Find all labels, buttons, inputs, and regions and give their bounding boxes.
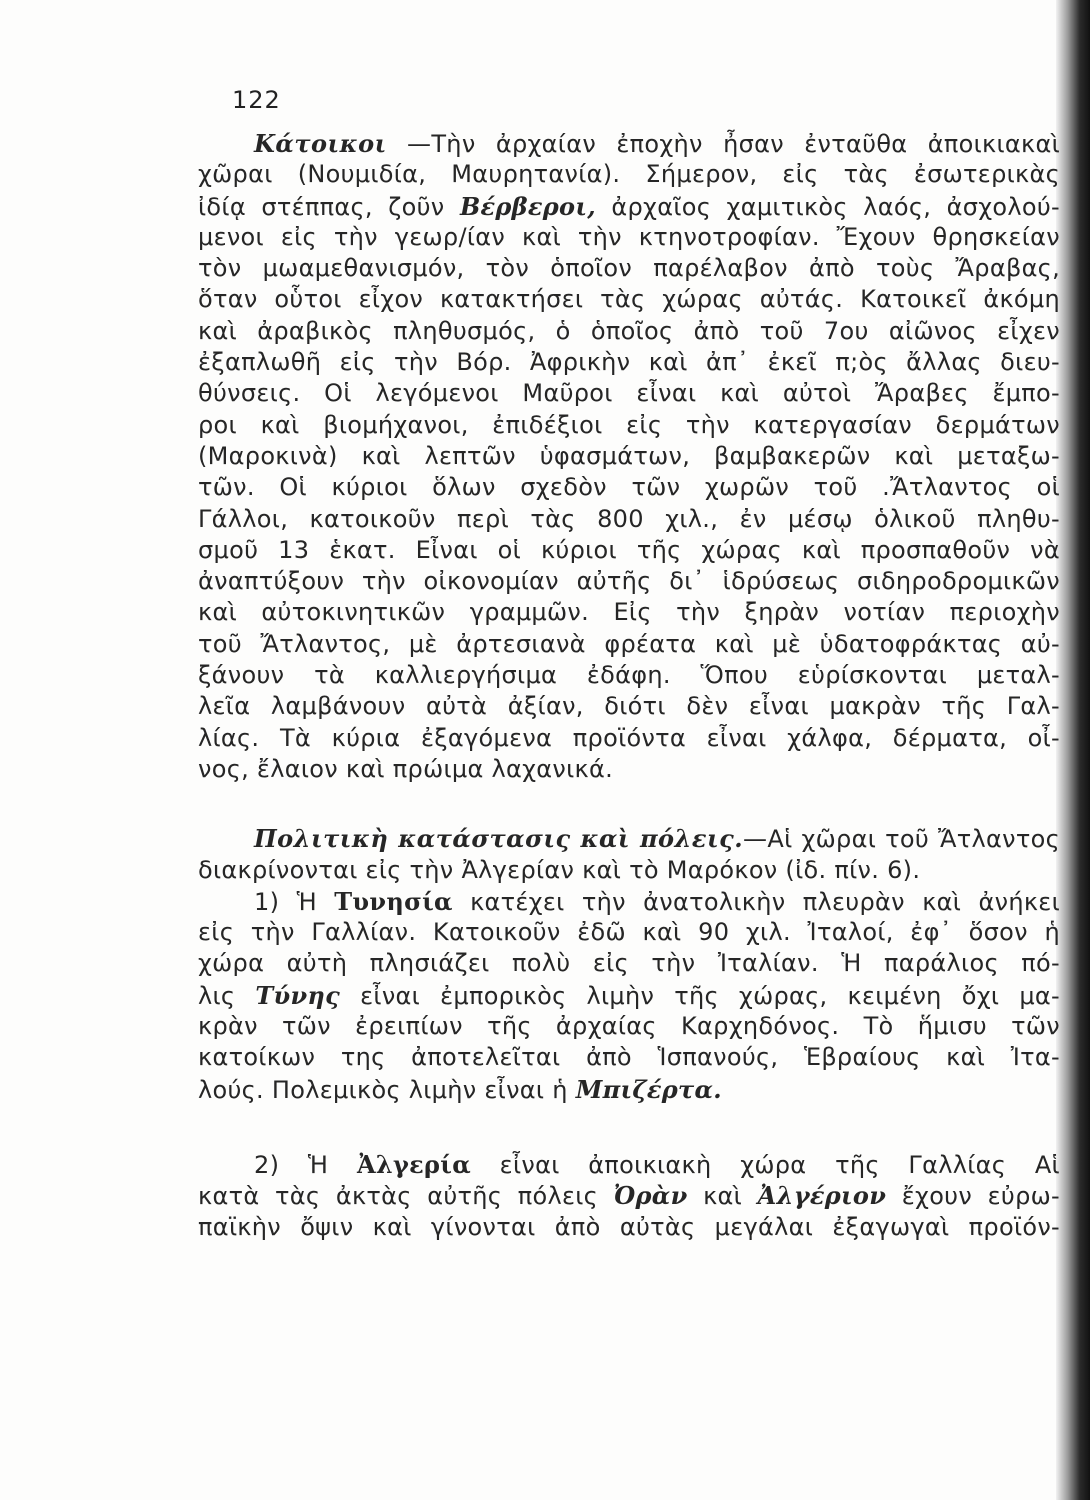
page-text [198,128,1060,1243]
text-line: ξάνουν τὰ καλλιεργήσιμα ἐδάφη. Ὅπου εὑρίσκονται μεταλ- [198,661,1060,690]
text-line: ροι καὶ βιομήχανοι, ἐπιδέξιοι εἰς τὴν κατεργασίαν δερμάτων [198,410,1060,439]
text-line: χῶραι (Νουμιδία, Μαυρητανία). Σήμερον, εἰς τὰς ἐσωτερικὰς [198,160,1060,189]
text-line: εἰς τὴν Γαλλίαν. Κατοικοῦν ἐδῶ καὶ 90 χιλ. Ἰταλοί, ἐφ᾿ ὅσον ἡ [198,918,1060,947]
term-bizerta: Μπιζέρτα. [575,1074,722,1104]
text-line: λίας. Τὰ κύρια ἐξαγόμενα προϊόντα εἶναι χάλφα, δέρματα, οἶ- [198,723,1060,752]
text-line: ὅταν οὗτοι εἶχον κατακτήσει τὰς χώρας αὐτάς. Κατοικεῖ ἀκόμη [198,285,1060,314]
text-line: κατὰ τὰς ἀκτὰς αὐτῆς πόλεις Ὀρὰν καὶ Ἀλγέριον ἔχουν εὐρω- [198,1181,1060,1211]
text-line: ἐξαπλωθῆ εἰς τὴν Βόρ. Ἀφρικὴν καὶ ἀπ᾿ ἐκεῖ π;ὸς ἄλλας διευ- [198,348,1060,377]
text-line: 2) Ἡ Ἀλγερία εἶναι ἀποικιακὴ χώρα τῆς Γαλλίας Αἱ [254,1149,1060,1179]
text-line: μενοι εἰς τὴν γεωρ/ίαν καὶ τὴν κτηνοτροφίαν. Ἔχουν θρησκείαν [198,222,1060,251]
text-line: διακρίνονται εἰς τὴν Ἀλγερίαν καὶ τὸ Μαρόκον (ἰδ. πίν. 6). [198,855,921,884]
section-heading-politiki: Πολιτικὴ κατάστασις καὶ πόλεις. [254,824,744,854]
text-line: λις Τύνης εἶναι ἐμπορικὸς λιμὴν τῆς χώρας, κειμένη ὄχι μα- [198,980,1060,1010]
text-line: καὶ αὐτοκινητικῶν γραμμῶν. Εἰς τὴν ξηρὰν νοτίαν περιοχὴν [198,598,1060,627]
section-heading-katoikoi: Κάτοικοι [254,129,387,158]
term-berberoi: Βέρβεροι, [459,191,596,221]
text-line: τῶν. Οἱ κύριοι ὅλων σχεδὸν τῶν χωρῶν τοῦ .Ἄτλαντος οἱ [198,473,1060,502]
paragraph-politiki [198,823,1060,886]
text-line: νος, ἔλαιον καὶ πρώιμα λαχανικά. [198,754,614,783]
text-line: Κάτοικοι —Τὴν ἀρχαίαν ἐποχὴν ἦσαν ἐνταῦθα ἀποικιακαὶ [254,129,1060,158]
text-line: ἀναπτύξουν τὴν οἰκονομίαν αὐτῆς δι᾿ ἱδρύσεως σιδηροδρομικῶν [198,567,1060,596]
text-line: 1) Ἡ Τυνησία κατέχει τὴν ἀνατολικὴν πλευρὰν καὶ ἀνήκει [254,886,1060,916]
text-line: παϊκὴν ὄψιν καὶ γίνονται ἀπὸ αὐτὰς μεγάλαι ἐξαγωγαὶ προϊόν- [198,1212,1060,1241]
paragraph-algeria [198,1149,1060,1243]
paragraph-katoikoi [198,128,1060,785]
term-algeria: Ἀλγερία [356,1149,471,1179]
paragraph-gap [198,785,1060,823]
paragraph-tunisia [198,886,1060,1105]
text-line: (Μαροκινὰ) καὶ λεπτῶν ὑφασμάτων, βαμβακερῶν καὶ μεταξω- [198,441,1060,470]
term-tunis: Τύνης [255,980,341,1010]
text-line: τοῦ Ἄτλαντος, μὲ ἀρτεσιανὰ φρέατα καὶ μὲ ὑδατοφράκτας αὐ- [198,629,1060,658]
text-line: λούς. Πολεμικὸς λιμὴν εἶναι ἡ Μπιζέρτα. [198,1074,722,1104]
text-line: Πολιτικὴ κατάστασις καὶ πόλεις.—Αἱ χῶραι τοῦ Ἄτλαντος [254,824,1060,854]
text-line: καὶ ἀραβικὸς πληθυσμός, ὁ ὁποῖος ἀπὸ τοῦ 7ου αἰῶνος εἶχεν [198,316,1060,345]
term-oran: Ὀρὰν [613,1181,688,1211]
text-line: Γάλλοι, κατοικοῦν περὶ τὰς 800 χιλ., ἐν μέσῳ ὁλικοῦ πληθυ- [198,504,1060,533]
text-line: λεῖα λαμβάνουν αὐτὰ ἀξίαν, διότι δὲν εἶναι μακρὰν τῆς Γαλ- [198,692,1060,721]
text-line: ἰδίᾳ στέππας, ζοῦν Βέρβεροι, ἀρχαῖος χαμιτικὸς λαός, ἀσχολού- [198,191,1060,221]
scanned-page-edge [1056,0,1090,1500]
text-line: χώρα αὐτὴ πλησιάζει πολὺ εἰς τὴν Ἰταλίαν. Ἡ παράλιος πό- [198,949,1060,978]
text-line: τὸν μωαμεθανισμόν, τὸν ὁποῖον παρέλαβον ἀπὸ τοὺς Ἄραβας, [198,254,1060,283]
term-tunisia: Τυνησία [334,886,453,916]
text-line: θύνσεις. Οἱ λεγόμενοι Μαῦροι εἶναι καὶ αὐτοὶ Ἄραβες ἔμπο- [198,379,1060,408]
text-line: κατοίκων της ἀποτελεῖται ἀπὸ Ἱσπανούς, Ἑβραίους καὶ Ἰτα- [198,1043,1060,1072]
text-line: κρὰν τῶν ἐρειπίων τῆς ἀρχαίας Καρχηδόνος. Τὸ ἥμισυ τῶν [198,1012,1060,1041]
page-number: 122 [232,86,281,114]
text-line: σμοῦ 13 ἑκατ. Εἶναι οἱ κύριοι τῆς χώρας καὶ προσπαθοῦν νὰ [198,535,1060,564]
paragraph-gap [198,1105,1060,1149]
term-algiers: Ἀλγέριον [757,1181,887,1211]
